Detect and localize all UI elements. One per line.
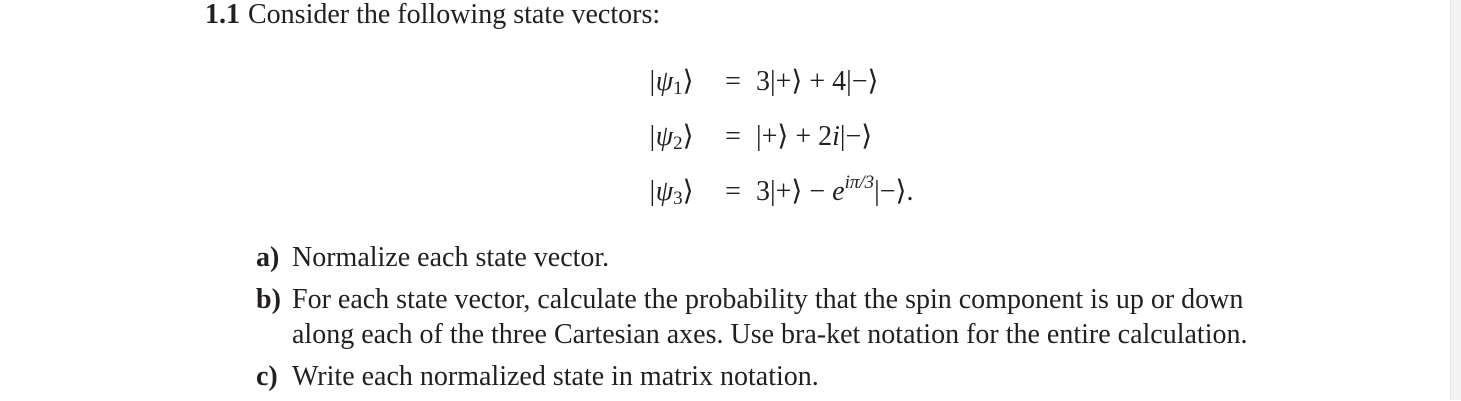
equals-sign: = bbox=[725, 66, 741, 97]
part-label: c) bbox=[256, 361, 278, 392]
part-c bbox=[256, 359, 1282, 394]
equation-lhs: $|\psi_3⟩$ bbox=[648, 176, 694, 209]
part-b bbox=[256, 282, 1282, 352]
equation-psi3 bbox=[648, 172, 913, 227]
page-edge bbox=[1450, 0, 1461, 400]
part-text: Normalize each state vector. bbox=[292, 242, 610, 273]
part-text: Write each normalized state in matrix notation. bbox=[292, 361, 819, 392]
part-a bbox=[256, 240, 1282, 275]
equation-psi2 bbox=[648, 117, 913, 172]
equation-lhs: $|\psi_2⟩$ bbox=[648, 121, 694, 154]
problem-header bbox=[205, 0, 660, 32]
part-text: For each state vector, calculate the probability that the spin component is up or down along each of the three Cartesian axes. Use bra-ket notation for the entire calculation. bbox=[292, 284, 1248, 350]
problem-intro: Consider the following state vectors: bbox=[248, 0, 661, 30]
problem-number: 1.1 bbox=[205, 0, 240, 30]
part-label: b) bbox=[256, 284, 281, 315]
equals-sign: = bbox=[725, 121, 741, 152]
equation-rhs: 3|+⟩ + 4|−⟩ bbox=[756, 66, 879, 97]
equation-block bbox=[648, 62, 913, 227]
problem-parts bbox=[256, 240, 1282, 401]
equation-psi1 bbox=[648, 62, 913, 117]
equals-sign: = bbox=[725, 176, 741, 207]
equation-rhs: 3|+⟩ − $e^{i\pi/3}|-⟩$. bbox=[756, 172, 914, 207]
equation-rhs: |+⟩ + 2i|−⟩ bbox=[756, 121, 873, 152]
equation-lhs: $|\psi_1⟩$ bbox=[648, 66, 694, 99]
part-label: a) bbox=[256, 242, 280, 273]
